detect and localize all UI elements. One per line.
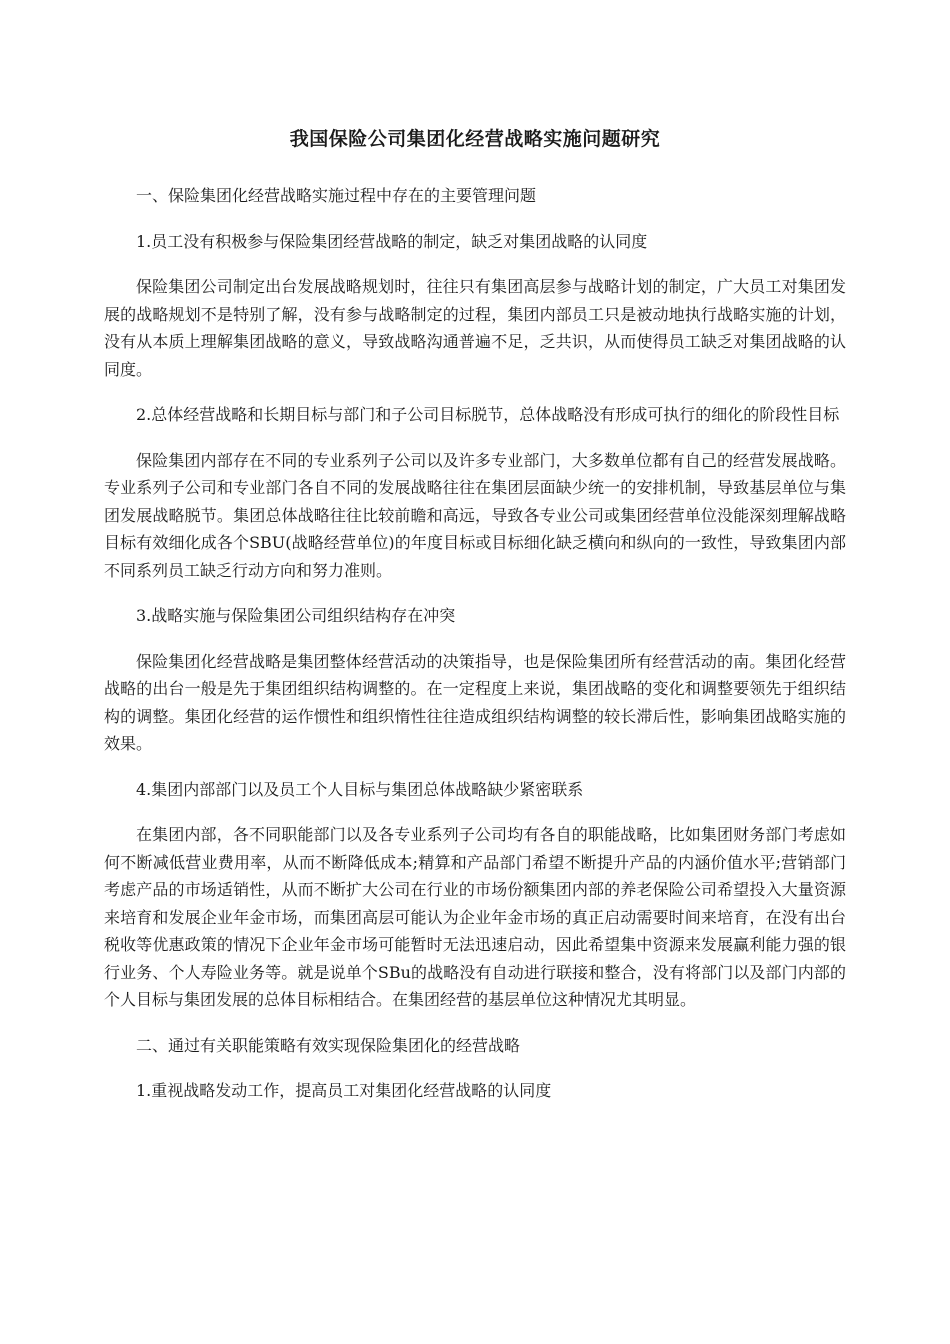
subsection-heading-2-1: 1.重视战略发动工作，提高员工对集团化经营战略的认同度 — [136, 1081, 552, 1100]
body-paragraph: 保险集团化经营战略是集团整体经营活动的决策指导，也是保险集团所有经营活动的南。集团化经营战略的出台一般是先于集团组织结构调整的。在一定程度上来说，集团战略的变化和调整要领先于组织结构的调整。集团化经营的运作惯性和组织惰性往往造成组织结构调整的较长滞后性，影响集团战略实施的效果。 — [104, 651, 846, 753]
body-paragraph: 保险集团内部存在不同的专业系列子公司以及许多专业部门，大多数单位都有自己的经营发展战略。专业系列子公司和专业部门各自不同的发展战略往往在集团层面缺少统一的安排机制，导致基层单位与集团发展战略脱节。集团总体战略往往比较前瞻和高远，导致各专业公司或集团经营单位没能深刻理解战略目标有效细化成各个SBU(战略经营单位)的年度目标或目标细化缺乏横向和纵向的一致性，导致集团内部不同系列员工缺乏行动方向和努力准则。 — [104, 450, 846, 580]
subsection-heading-1-4: 4.集团内部部门以及员工个人目标与集团总体战略缺少紧密联系 — [136, 779, 584, 799]
subsection-heading-1-2: 2.总体经营战略和长期目标与部门和子公司目标脱节，总体战略没有形成可执行的细化的阶段性目标 — [136, 405, 840, 424]
document-page — [104, 124, 846, 1123]
section-heading-2: 二、通过有关职能策略有效实现保险集团化的经营战略 — [136, 1035, 521, 1055]
subsection-heading-1-1: 1.员工没有积极参与保险集团经营战略的制定，缺乏对集团战略的认同度 — [136, 231, 648, 251]
body-paragraph: 保险集团公司制定出台发展战略规划时，往往只有集团高层参与战略计划的制定，广大员工对集团发展的战略规划不是特别了解，没有参与战略制定的过程，集团内部员工只是被动地执行战略实施的计划，没有从本质上理解集团战略的意义，导致战略沟通普遍不足，乏共识，从而使得员工缺乏对集团战略的认同度。 — [104, 277, 846, 379]
subsection-heading-1-3: 3.战略实施与保险集团公司组织结构存在冲突 — [136, 606, 456, 625]
section-heading-1: 一、保险集团化经营战略实施过程中存在的主要管理问题 — [136, 186, 537, 205]
body-paragraph: 在集团内部，各不同职能部门以及各专业系列子公司均有各自的职能战略，比如集团财务部门考虑如何不断减低营业费用率，从而不断降低成本;精算和产品部门希望不断提升产品的内涵价值水平;营销部门考虑产品的市场适销性，从而不断扩大公司在行业的市场份额集团内部的养老保险公司希望投入大量资源来培育和发展企业年金市场，而集团高层可能认为企业年金市场的真正启动需要时间来培育，在没有出台税收等优惠政策的情况下企业年金市场可能暂时无法迅速启动，因此希望集中资源来发展赢利能力强的银行业务、个人寿险业务等。就是说单个SBu的战略没有自动进行联接和整合，没有将部门以及部门内部的个人目标与集团发展的总体目标相结合。在集团经营的基层单位这种情况尤其明显。 — [104, 825, 846, 1009]
document-title: 我国保险公司集团化经营战略实施问题研究 — [289, 128, 661, 150]
